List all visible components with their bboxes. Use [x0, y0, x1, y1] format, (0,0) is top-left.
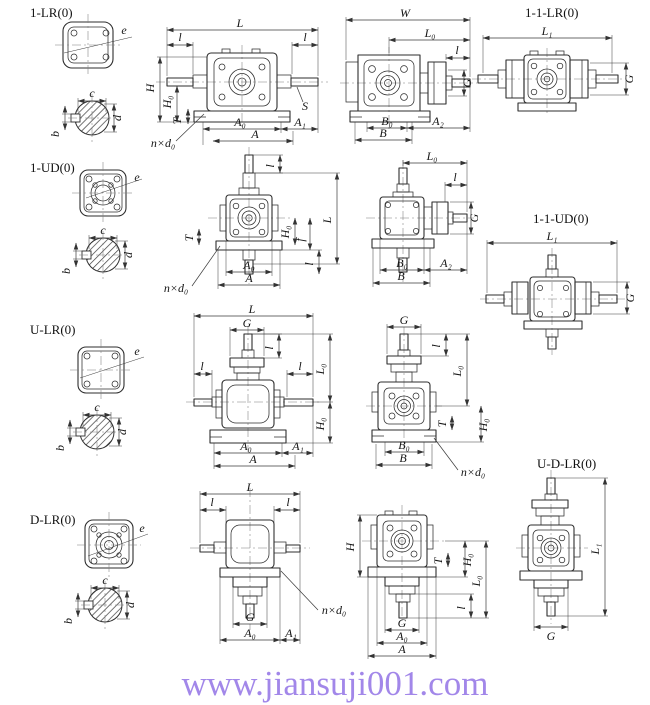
- watermark-text: www.jiansuji001.com: [181, 664, 489, 703]
- front-view-11lr: [472, 24, 636, 116]
- dim-label-T: T: [431, 557, 445, 565]
- dim-label-G: G: [622, 74, 636, 84]
- dim-label-L1: L₁: [546, 229, 558, 243]
- dim-label-L0: L₀: [469, 575, 483, 587]
- dim-label-L: L: [248, 302, 256, 316]
- dim-label-L0: L₀: [450, 365, 464, 377]
- dim-label-e: e: [121, 23, 127, 37]
- dim-label-B: B: [397, 269, 405, 283]
- dim-label-d: d: [115, 429, 129, 435]
- dim-label-A0: A₀: [396, 629, 408, 643]
- dim-label-l: l: [286, 495, 290, 509]
- dim-label-l: l: [210, 495, 214, 509]
- dim-label-G: G: [460, 78, 474, 88]
- front-view-dlr: [190, 480, 346, 644]
- dim-label-nxd0: n×d₀: [321, 603, 347, 617]
- side-view-1ud: [366, 149, 481, 287]
- shaft-section-dlr: [61, 573, 137, 629]
- dim-label-L0: L₀: [426, 149, 438, 163]
- dim-label-l: l: [298, 359, 302, 373]
- section-title-11ud: 1-1-UD(0): [533, 211, 589, 226]
- dim-label-c: c: [102, 573, 108, 587]
- dim-label-e: e: [139, 521, 145, 535]
- dim-label-L1: L₁: [588, 543, 602, 555]
- dim-label-T: T: [170, 117, 184, 125]
- dim-label-G: G: [242, 316, 252, 330]
- dim-label-A: A: [249, 452, 257, 466]
- flange-view-ulr: [70, 339, 144, 401]
- section-title-dlr: D-LR(0): [30, 512, 76, 527]
- front-view-1ud: [164, 147, 340, 295]
- dim-label-l: l: [263, 164, 277, 168]
- dim-label-L1: L₁: [541, 24, 553, 38]
- dim-label-b: b: [53, 445, 67, 451]
- dim-label-l: l: [262, 346, 276, 350]
- section-title-1ud: 1-UD(0): [30, 160, 75, 175]
- side-view-1lr: [340, 6, 477, 144]
- dim-label-c: c: [100, 223, 106, 237]
- dim-label-l: l: [455, 43, 459, 57]
- side-view-ulr: [366, 313, 490, 479]
- dim-label-c: c: [89, 86, 95, 100]
- dim-label-L: L: [236, 16, 244, 30]
- dim-label-nxd0: n×d₀: [460, 465, 486, 479]
- section-title-udlr: U-D-LR(0): [537, 456, 597, 471]
- dim-label-S: S: [302, 99, 308, 113]
- flange-view-dlr: [77, 512, 148, 578]
- front-view-udlr: [516, 470, 608, 643]
- dim-label-A0: A₀: [234, 115, 246, 129]
- dim-label-B: B: [399, 451, 407, 465]
- side-view-dlr: [343, 505, 489, 659]
- dim-label-G: G: [397, 616, 407, 630]
- dim-label-nxd0: n×d₀: [150, 136, 176, 150]
- dim-label-A1: A₁: [285, 626, 297, 640]
- front-view-ulr: [186, 302, 333, 469]
- front-view-11ud: [480, 229, 637, 355]
- dim-label-L0: L₀: [424, 26, 436, 40]
- flange-view-1lr: [55, 14, 132, 76]
- section-title-1lr: 1-LR(0): [30, 5, 73, 20]
- shaft-section-1lr: [48, 86, 124, 142]
- dim-label-A0: A₀: [243, 258, 255, 272]
- dim-label-H0: H₀: [160, 95, 174, 109]
- dim-label-d: d: [110, 115, 124, 121]
- section-title-11lr: 1-1-LR(0): [525, 5, 579, 20]
- dim-label-e: e: [134, 344, 140, 358]
- dim-label-d: d: [121, 252, 135, 258]
- dim-label-A0: A₀: [240, 439, 252, 453]
- dim-label-nxd0: n×d₀: [163, 281, 189, 295]
- dim-label-A: A: [398, 642, 406, 656]
- dim-label-L: L: [246, 480, 254, 494]
- dim-label-W: W: [400, 6, 410, 20]
- dim-label-H0: H₀: [313, 417, 327, 431]
- dim-label-l: l: [302, 262, 316, 266]
- dim-label-L0: L₀: [313, 363, 327, 375]
- dim-label-G: G: [467, 213, 481, 223]
- dim-label-H: H: [143, 83, 157, 93]
- dim-label-l: l: [303, 30, 307, 44]
- shaft-section-ulr: [53, 400, 129, 456]
- dim-label-T: T: [182, 234, 196, 242]
- dim-label-G: G: [245, 610, 255, 624]
- dim-label-B0: B₀: [396, 256, 408, 270]
- dim-label-B0: B₀: [381, 114, 393, 128]
- dim-label-B: B: [379, 126, 387, 140]
- dim-label-d: d: [123, 602, 137, 608]
- dim-label-l: l: [200, 359, 204, 373]
- dim-label-l: l: [454, 606, 468, 610]
- dim-label-c: c: [94, 400, 100, 414]
- dim-label-L: L: [320, 216, 334, 224]
- dim-label-b: b: [61, 618, 75, 624]
- dim-label-G: G: [399, 313, 409, 327]
- shaft-section-1ud: [59, 223, 135, 279]
- dim-label-A1: A₁: [292, 439, 304, 453]
- dim-label-T: T: [435, 420, 449, 428]
- dim-label-b: b: [59, 268, 73, 274]
- dim-label-H0: H₀: [460, 553, 474, 567]
- dim-label-G: G: [546, 629, 556, 643]
- dim-label-A1: A₁: [294, 115, 306, 129]
- dim-label-H0: H₀: [476, 418, 490, 432]
- dim-label-A0: A₀: [244, 626, 256, 640]
- flange-view-1ud: [72, 162, 142, 224]
- dim-label-G: G: [623, 293, 637, 303]
- dim-label-H: H: [343, 542, 357, 552]
- section-title-ulr: U-LR(0): [30, 322, 76, 337]
- dim-label-b: b: [48, 131, 62, 137]
- dim-label-l: l: [429, 344, 443, 348]
- dim-label-A: A: [251, 127, 259, 141]
- dim-label-l: l: [453, 170, 457, 184]
- front-view-1lr: [143, 16, 328, 150]
- dim-label-H0: H₀: [278, 225, 292, 239]
- dim-label-l: l: [178, 30, 182, 44]
- dim-label-f: f: [293, 238, 307, 242]
- dim-label-A2: A₂: [432, 114, 444, 128]
- dim-label-B0: B₀: [398, 438, 410, 452]
- dim-label-e: e: [134, 170, 140, 184]
- dim-label-A: A: [245, 271, 253, 285]
- dim-label-A2: A₂: [440, 256, 452, 270]
